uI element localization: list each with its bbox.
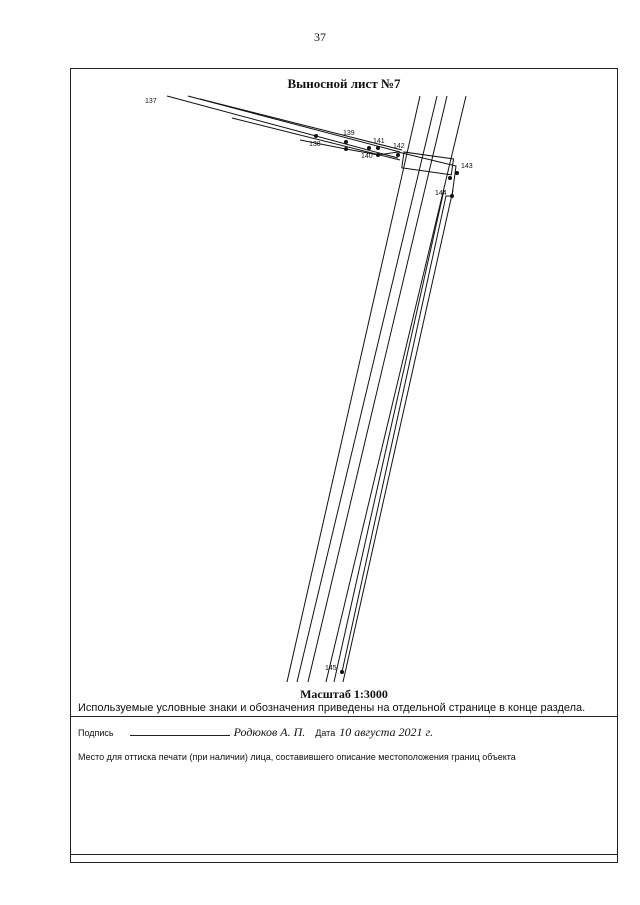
map-scale: Масштаб 1:3000 — [300, 687, 388, 701]
signature-label: Подпись — [78, 728, 114, 738]
signer-name: Родюков А. П. — [233, 725, 306, 739]
stamp-note: Место для оттиска печати (при наличии) лица, составившего описание местоположения границ объекта — [78, 752, 516, 762]
point-143-marker — [455, 171, 459, 175]
signature-row — [78, 725, 433, 740]
point-138-label: 138 — [309, 141, 321, 148]
point-141-marker — [376, 146, 380, 150]
point-143-label: 143 — [461, 163, 473, 170]
point-141-label: 141 — [373, 138, 385, 145]
point-140-label: 140 — [361, 153, 373, 160]
sheet-title: Выносной лист №7 — [287, 76, 401, 91]
point-142-label: 142 — [393, 143, 405, 150]
legend-note: Используемые условные знаки и обозначения приведены на отдельной странице в конце раздела. — [78, 702, 586, 714]
date-label: Дата — [315, 728, 336, 738]
point-145-label: 145 — [325, 665, 337, 672]
parcel-boundary — [300, 140, 456, 672]
date-value: 10 августа 2021 г. — [339, 725, 434, 739]
point-139-label: 139 — [343, 130, 355, 137]
signature-line — [130, 726, 230, 736]
point-139-marker — [344, 140, 348, 144]
point-145-marker — [340, 670, 344, 674]
page-number: 37 — [314, 30, 326, 44]
divider-line — [70, 716, 618, 717]
road-lines-vertical — [287, 96, 466, 682]
point-144-marker — [450, 194, 454, 198]
point-144-label: 144 — [435, 190, 447, 197]
point-138-marker — [314, 134, 318, 138]
bottom-divider — [70, 854, 618, 855]
point-140-marker — [367, 146, 371, 150]
road-lines-diagonal — [167, 96, 402, 160]
point-142-marker — [396, 153, 400, 157]
point-137-label: 137 — [145, 98, 157, 105]
